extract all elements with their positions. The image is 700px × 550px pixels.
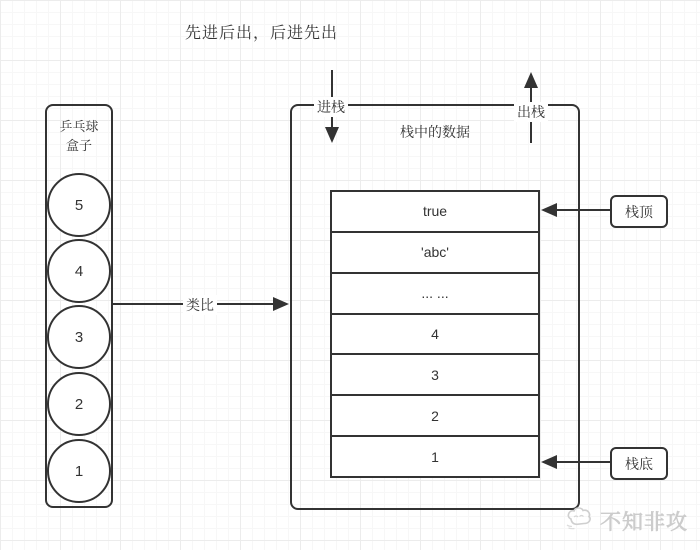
ball-5 [47, 173, 111, 237]
stack-item-3-label: 3 [431, 366, 439, 383]
watermark [564, 504, 688, 537]
stack-bottom-callout [610, 447, 668, 480]
ball-2-label: 2 [74, 395, 84, 413]
stack-top-arrow-head [541, 203, 557, 217]
diagram-caption: 先进后出，后进先出 [185, 25, 339, 42]
pingpong-box-label-line1: 乒乓球 [59, 119, 99, 134]
ball-1-label: 1 [74, 462, 84, 480]
ball-4-label: 4 [74, 262, 84, 280]
ball-5-label: 5 [74, 196, 84, 214]
analogy-label: 类比 [183, 295, 217, 315]
analogy-arrow-head [273, 297, 289, 311]
pingpong-box-label-line2: 盒子 [65, 137, 92, 153]
stack-item-4-label: 4 [431, 326, 439, 342]
pop-label: 出栈 [514, 102, 548, 122]
stack-box [290, 104, 580, 510]
stack-bottom-arrow-head [541, 455, 557, 469]
push-arrow-head [325, 127, 339, 143]
stack-item-dots-label: ... ... [421, 285, 449, 302]
stack-top-arrow-line [556, 209, 610, 211]
stack-item-3 [332, 355, 538, 396]
stack-item-2 [332, 396, 538, 437]
stack-list [330, 190, 540, 478]
stack-top-callout-label: 栈顶 [625, 203, 653, 220]
ball-3 [47, 305, 111, 369]
stack-item-true-label: true [422, 203, 448, 220]
stack-item-dots [332, 274, 538, 315]
ball-3-label: 3 [74, 328, 84, 346]
stack-box-title: 栈中的数据 [400, 124, 470, 140]
stack-bottom-arrow-line [556, 461, 610, 463]
stack-item-abc [332, 233, 538, 274]
stack-top-callout [610, 195, 668, 228]
watermark-text: 不知非攻 [600, 510, 688, 534]
stack-item-abc-label: 'abc' [421, 244, 449, 261]
pingpong-box [45, 104, 113, 508]
ball-2 [47, 372, 111, 436]
stack-item-true [332, 192, 538, 233]
pingpong-box-label [47, 118, 111, 156]
stack-item-2-label: 2 [431, 407, 439, 424]
ball-4 [47, 239, 111, 303]
stack-bottom-callout-label: 栈底 [625, 455, 653, 472]
ball-1 [47, 439, 111, 503]
stack-item-1 [332, 437, 538, 476]
stack-item-4 [332, 315, 538, 356]
fist-logo-icon [564, 504, 594, 537]
stack-item-1-label: 1 [431, 448, 439, 465]
push-label: 进栈 [314, 97, 348, 117]
